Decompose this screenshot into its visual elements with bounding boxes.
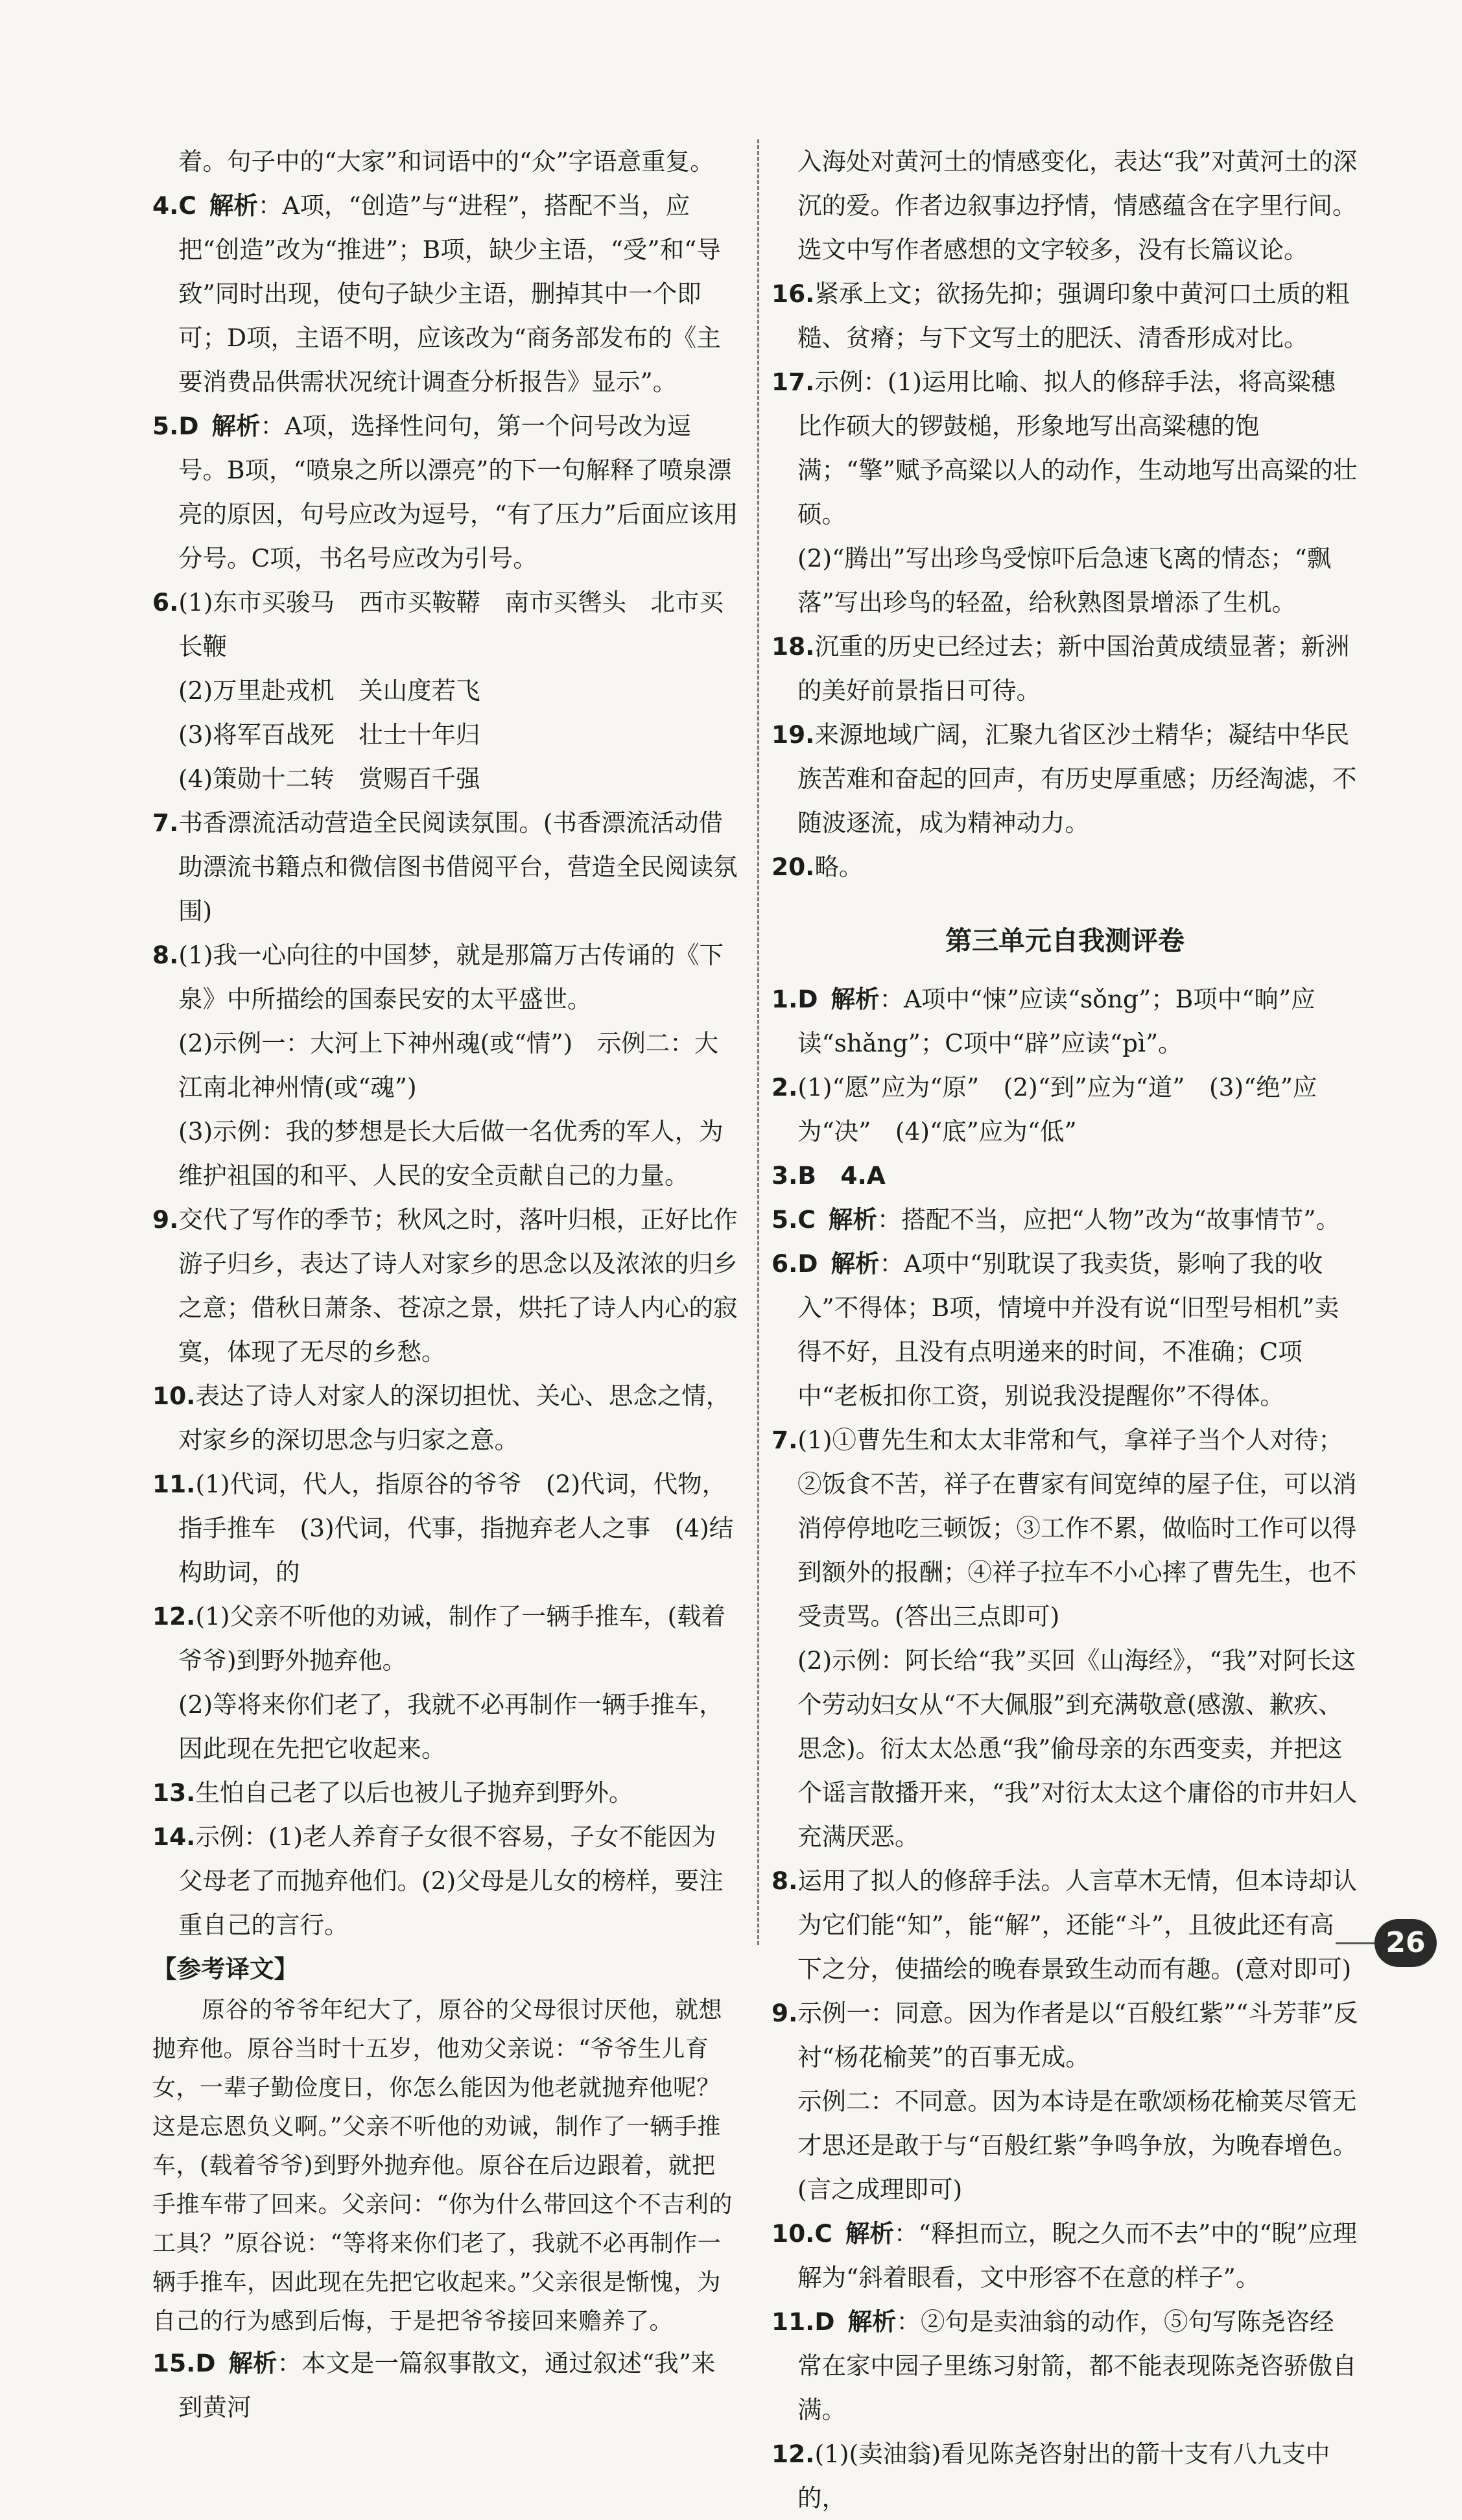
answer-number: 8. (152, 941, 179, 969)
test-answer-5 (772, 1197, 1358, 1242)
answer-text: ：A项中“悚”应读“sǒng”；B项中“晌”应读“shǎng”；C项中“辟”应读“pì”。 (797, 985, 1315, 1057)
answer-text: 书香漂流活动营造全民阅读氛围。(书香漂流活动借助漂流书籍点和微信图书借阅平台，营造全民阅读氛围) (178, 808, 738, 925)
answer-number: 11. (152, 1470, 196, 1498)
answer-text: 生怕自己老了以后也被儿子抛弃到野外。 (195, 1778, 633, 1807)
answer-11 (152, 1462, 739, 1594)
test-answer-7-line: (2)示例：阿长给“我”买回《山海经》，“我”对阿长这个劳动妇女从“不大佩服”到充满敬意(感激、歉疚、思念)。衍太太怂恿“我”偷母亲的东西变卖，并把这个谣言散播开来，“我”对衍太太这个庸俗的市井妇人充满厌恶。 (797, 1646, 1358, 1851)
answer-text: ：搭配不当，应把“人物”改为“故事情节”。 (877, 1205, 1341, 1234)
answer-15 (152, 2341, 739, 2429)
answer-6-line: (4)策勋十二转 赏赐百千强 (178, 764, 480, 793)
answer-8 (152, 933, 739, 1021)
answer-number: 3.B (772, 1161, 816, 1190)
analysis-label: 解析 (845, 2219, 894, 2248)
test-answer-9-line: 示例二：不同意。因为本诗是在歌颂杨花榆荚尽管无才思还是敢于与“百般红紫”争鸣争放，为晚春增色。(言之成理即可) (797, 2087, 1358, 2204)
translation-text: 原谷的爷爷年纪大了，原谷的父母很讨厌他，就想抛弃他。原谷当时十五岁，他劝父亲说：“爷爷生儿育女，一辈子勤俭度日，你怎么能因为他老就抛弃他呢？这是忘恩负义啊。”父亲不听他的劝诫，制作了一辆手推车，(载着爷爷)到野外抛弃他。原谷在后边跟着，就把手推车带了回来。父亲问：“你为什么带回这个不吉利的工具？”原谷说：“等将来你们老了，我就不必再制作一辆手推车，因此现在先把它收起来。”父亲很是惭愧，为自己的行为感到后悔，于是把爷爷接回来赡养了。 (152, 1997, 733, 2335)
answer-text: 略。 (814, 853, 864, 881)
test-answer-8 (772, 1859, 1358, 1991)
answer-5 (152, 404, 739, 580)
answer-text: 示例：(1)老人养育子女很不容易，子女不能因为父母老了而抛弃他们。(2)父母是儿女的榜样，要注重自己的言行。 (178, 1822, 724, 1939)
analysis-label: 解析 (831, 985, 880, 1013)
answer-6-line: (2)万里赴戎机 关山度若飞 (178, 676, 480, 705)
answer-3-continuation: 着。句子中的“大家”和词语中的“众”字语意重复。 (178, 147, 714, 176)
answer-number: 16. (772, 279, 815, 308)
answer-text: (1)代词，代人，指原谷的爷爷 (2)代词，代物，指手推车 (3)代词，代事，指抛弃老人之事 (4)结构助词，的 (178, 1470, 734, 1586)
answer-text: ：“释担而立，睨之久而不去”中的“睨”应理解为“斜着眼看，文中形容不在意的样子”。 (797, 2219, 1358, 2292)
test-answer-6 (772, 1242, 1358, 1418)
left-column (152, 139, 739, 2429)
answer-text: ：A项，“创造”与“进程”，搭配不当，应把“创造”改为“推进”；B项，缺少主语，“受”和“导致”同时出现，使句子缺少主语，删掉其中一个即可；D项，主语不明，应该改为“商务部发布的《主要消费品供需状况统计调查分析报告》显示”。 (178, 191, 721, 396)
answer-text: 沉重的历史已经过去；新中国治黄成绩显著；新洲的美好前景指日可待。 (797, 632, 1350, 705)
answer-text: ：A项，选择性问句，第一个问号改为逗号。B项，“喷泉之所以漂亮”的下一句解释了喷泉漂亮的原因，句号应改为逗号，“有了压力”后面应该用分号。C项，书名号应改为引号。 (178, 412, 738, 572)
page-number-rule (1336, 1942, 1374, 1944)
answer-15-continuation: 入海处对黄河土的情感变化，表达“我”对黄河土的深沉的爱。作者边叙事边抒情，情感蕴含在字里行间。选文中写作者感想的文字较多，没有长篇议论。 (797, 147, 1358, 264)
test-answer-9 (772, 1991, 1358, 2079)
answer-6-line: (3)将军百战死 壮士十年归 (178, 720, 480, 749)
answer-number: 20. (772, 853, 815, 881)
answer-text: ：A项中“别耽误了我卖货，影响了我的收入”不得体；B项，情境中并没有说“旧型号相机”卖得不好，且没有点明递来的时间，不准确；C项中“老板扣你工资，别说我没提醒你”不得体。 (797, 1249, 1339, 1410)
answer-8-line: (3)示例：我的梦想是长大后做一名优秀的军人，为维护祖国的和平、人民的安全贡献自己的力量。 (178, 1117, 724, 1190)
answer-number: 4.C (152, 191, 196, 220)
analysis-label: 解析 (228, 2349, 277, 2377)
answer-number: 12. (772, 2440, 815, 2468)
answer-text: (1)(卖油翁)看见陈尧咨射出的箭十支有八九支中的， (797, 2440, 1330, 2512)
answer-text: ：本文是一篇叙事散文，通过叙述“我”来到黄河 (178, 2349, 716, 2421)
answer-text: (1)东市买骏马 西市买鞍鞯 南市买辔头 北市买长鞭 (178, 588, 724, 661)
answer-number: 8. (772, 1866, 798, 1895)
answer-number: 11.D (772, 2307, 835, 2336)
answer-number: 13. (152, 1778, 196, 1807)
answer-number: 6.D (772, 1249, 818, 1278)
test-answer-2 (772, 1065, 1358, 1153)
answer-text: (1)父亲不听他的劝诫，制作了一辆手推车，(载着爷爷)到野外抛弃他。 (178, 1602, 726, 1675)
answer-number: 5.D (152, 412, 199, 440)
answer-number: 14. (152, 1822, 196, 1851)
answer-text: ：②句是卖油翁的动作，⑤句写陈尧咨经常在家中园子里练习射箭，都不能表现陈尧咨骄傲自满。 (797, 2307, 1357, 2424)
answer-19 (772, 712, 1358, 845)
analysis-label: 解析 (847, 2307, 897, 2336)
analysis-label: 解析 (828, 1205, 877, 1234)
answer-number: 9. (772, 1999, 798, 2027)
answer-12 (152, 1594, 739, 1682)
answer-16 (772, 272, 1358, 360)
answer-text: 示例：(1)运用比喻、拟人的修辞手法，将高粱穗比作硕大的锣鼓槌，形象地写出高粱穗的饱满；“擎”赋予高粱以人的动作，生动地写出高粱的壮硕。 (797, 368, 1358, 528)
answer-12-line: (2)等将来你们老了，我就不必再制作一辆手推车，因此现在先把它收起来。 (178, 1690, 724, 1763)
answer-text: (1)我一心向往的中国梦，就是那篇万古传诵的《下泉》中所描绘的国泰民安的太平盛世。 (178, 941, 724, 1013)
answer-text: 紧承上文；欲扬先抑；强调印象中黄河口土质的粗糙、贫瘠；与下文写土的肥沃、清香形成对比。 (797, 279, 1350, 352)
answer-text: 运用了拟人的修辞手法。人言草木无情，但本诗却认为它们能“知”，能“解”，还能“斗”，且彼此还有高下之分，使描绘的晚春景致生动而有趣。(意对即可) (797, 1866, 1357, 1983)
answer-text: 表达了诗人对家人的深切担忧、关心、思念之情，对家乡的深切思念与归家之意。 (178, 1382, 731, 1454)
answer-text: (1)“愿”应为“原” (2)“到”应为“道” (3)“绝”应为“决” (4)“底”应为“低” (797, 1073, 1317, 1146)
section-title: 第三单元自我测评卷 (945, 925, 1185, 956)
answer-number: 2. (772, 1073, 798, 1101)
reference-translation (152, 1991, 739, 2341)
answer-13 (152, 1771, 739, 1815)
answer-number: 12. (152, 1602, 196, 1631)
answer-text: 来源地域广阔，汇聚九省区沙土精华；凝结中华民族苦难和奋起的回声，有历史厚重感；历经淘滤，不随波逐流，成为精神动力。 (797, 720, 1357, 837)
answer-number: 19. (772, 720, 815, 749)
answer-number: 1.D (772, 985, 818, 1013)
answer-number: 6. (152, 588, 179, 617)
test-answer-12 (772, 2432, 1358, 2520)
answer-text: (1)①曹先生和太太非常和气，拿祥子当个人对待；②饭食不苦，祥子在曹家有间宽绰的屋子住，可以消消停停地吃三顿饭；③工作不累，做临时工作可以得到额外的报酬；④祥子拉车不小心摔了曹先生，也不受责骂。(答出三点即可) (797, 1426, 1357, 1631)
page-number: 26 (1374, 1919, 1437, 1967)
test-answer-1 (772, 977, 1358, 1065)
test-answer-10 (772, 2211, 1358, 2300)
test-answer-11 (772, 2300, 1358, 2432)
answer-number: 17. (772, 368, 815, 396)
answer-number: 10. (152, 1382, 196, 1410)
answer-7 (152, 801, 739, 933)
answer-number: 10.C (772, 2219, 832, 2248)
answer-number: 5.C (772, 1205, 816, 1234)
answer-number: 15.D (152, 2349, 216, 2377)
analysis-label: 解析 (831, 1249, 880, 1278)
analysis-label: 解析 (211, 412, 261, 440)
answer-20 (772, 845, 1358, 889)
answer-6 (152, 580, 739, 668)
answer-17 (772, 360, 1358, 536)
answer-14 (152, 1815, 739, 1947)
right-column (772, 139, 1358, 2520)
answer-text: 交代了写作的季节；秋风之时，落叶归根，正好比作游子归乡，表达了诗人对家乡的思念以及浓浓的归乡之意；借秋日萧条、苍凉之景，烘托了诗人内心的寂寞，体现了无尽的乡愁。 (178, 1205, 738, 1366)
test-answer-3-4 (772, 1153, 1358, 1197)
answer-8-line: (2)示例一：大河上下神州魂(或“情”) 示例二：大江南北神州情(或“魂”) (178, 1029, 719, 1101)
reference-translation-title: 【参考译文】 (152, 1955, 298, 1983)
answer-number: 4.A (840, 1161, 886, 1190)
answer-9 (152, 1197, 739, 1374)
analysis-label: 解析 (209, 191, 258, 220)
test-answer-7 (772, 1418, 1358, 1638)
answer-4 (152, 183, 739, 404)
answer-10 (152, 1374, 739, 1462)
answer-number: 7. (152, 808, 179, 837)
answer-18 (772, 624, 1358, 712)
column-divider (757, 139, 759, 1945)
answer-number: 18. (772, 632, 815, 661)
answer-text: 示例一：同意。因为作者是以“百般红紫”“斗芳菲”反衬“杨花榆荚”的百事无成。 (797, 1999, 1358, 2071)
answer-number: 7. (772, 1426, 798, 1454)
answer-17-line: (2)“腾出”写出珍鸟受惊吓后急速飞离的情态；“飘落”写出珍鸟的轻盈，给秋熟图景增添了生机。 (797, 544, 1332, 617)
answer-number: 9. (152, 1205, 179, 1234)
